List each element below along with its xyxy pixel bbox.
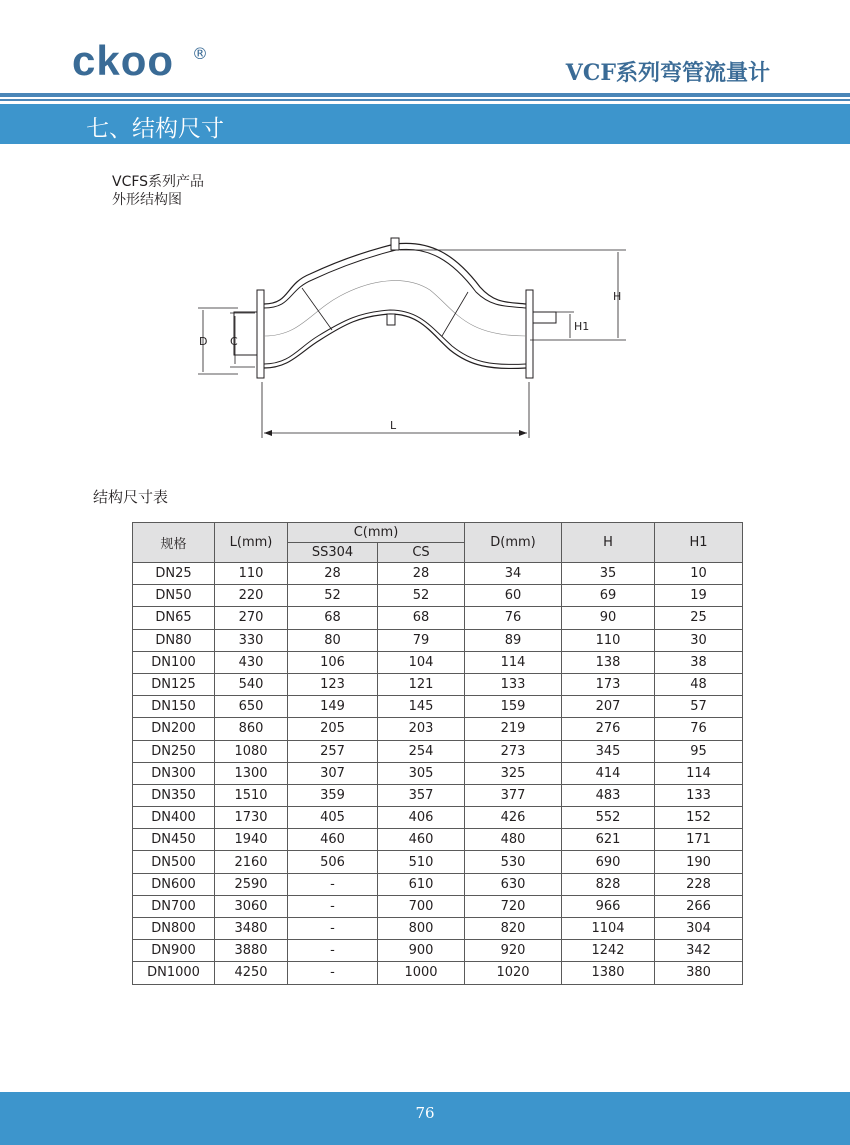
section-line-left [302,288,332,330]
cell-l: 1080 [215,740,288,762]
cell-d: 114 [465,651,562,673]
header-rule-thin [0,99,850,101]
table-row [133,895,743,917]
pipe-inner-upper [264,249,526,308]
cell-c-ss304: 359 [288,784,378,806]
cell-h: 207 [562,696,655,718]
cell-h1: 380 [655,962,743,984]
dim-d-label: D [199,335,208,348]
cell-c-ss304: - [288,895,378,917]
cell-c-ss304: 405 [288,807,378,829]
cell-c-cs: 121 [378,673,465,695]
cell-d: 273 [465,740,562,762]
cell-l: 270 [215,607,288,629]
cell-l: 220 [215,585,288,607]
cell-h: 69 [562,585,655,607]
cell-h: 173 [562,673,655,695]
cell-d: 377 [465,784,562,806]
diagram-caption-line1: VCFS系列产品 [112,174,205,190]
cell-h1: 228 [655,873,743,895]
cell-d: 89 [465,629,562,651]
cell-h: 90 [562,607,655,629]
header-d: D(mm) [465,523,562,563]
cell-l: 2590 [215,873,288,895]
cell-l: 1300 [215,762,288,784]
cell-c-ss304: - [288,873,378,895]
cell-h1: 38 [655,651,743,673]
cell-h1: 57 [655,696,743,718]
cell-spec: DN80 [133,629,215,651]
cell-d: 920 [465,940,562,962]
cell-spec: DN600 [133,873,215,895]
cell-l: 2160 [215,851,288,873]
cell-c-cs: 305 [378,762,465,784]
cell-h: 1242 [562,940,655,962]
cell-h1: 76 [655,718,743,740]
cell-spec: DN500 [133,851,215,873]
cell-spec: DN65 [133,607,215,629]
cell-l: 3060 [215,895,288,917]
cell-c-ss304: - [288,962,378,984]
cell-l: 1510 [215,784,288,806]
cell-spec: DN1000 [133,962,215,984]
cell-d: 60 [465,585,562,607]
cell-spec: DN300 [133,762,215,784]
section-line-right [442,292,468,336]
cell-d: 630 [465,873,562,895]
cell-d: 820 [465,918,562,940]
cell-d: 219 [465,718,562,740]
page-number: 76 [415,1104,435,1122]
table-row [133,940,743,962]
cell-d: 480 [465,829,562,851]
cell-h: 966 [562,895,655,917]
cell-c-cs: 79 [378,629,465,651]
cell-l: 860 [215,718,288,740]
cell-l: 650 [215,696,288,718]
cell-c-ss304: 205 [288,718,378,740]
cell-c-ss304: 52 [288,585,378,607]
cell-d: 1020 [465,962,562,984]
cell-c-cs: 254 [378,740,465,762]
cell-h: 35 [562,563,655,585]
header-l: L(mm) [215,523,288,563]
cell-c-cs: 460 [378,829,465,851]
cell-h1: 95 [655,740,743,762]
table-row [133,962,743,984]
cell-c-cs: 203 [378,718,465,740]
cell-h1: 48 [655,673,743,695]
header-h1: H1 [655,523,743,563]
cell-c-cs: 28 [378,563,465,585]
cell-c-ss304: 307 [288,762,378,784]
pipe-centerline [264,281,526,336]
cell-spec: DN100 [133,651,215,673]
section-title: 七、结构尺寸 [86,116,224,142]
cell-c-ss304: - [288,940,378,962]
cell-h: 621 [562,829,655,851]
left-flange [257,290,264,378]
cell-d: 34 [465,563,562,585]
table-caption: 结构尺寸表 [93,488,169,506]
cell-c-ss304: 80 [288,629,378,651]
pipe-outer-upper [264,243,526,304]
cell-c-ss304: 257 [288,740,378,762]
cell-d: 720 [465,895,562,917]
document-title: VCF系列弯管流量计 [565,60,770,86]
table-row [133,829,743,851]
cell-l: 1940 [215,829,288,851]
cell-c-ss304: 506 [288,851,378,873]
cell-h1: 114 [655,762,743,784]
cell-l: 1730 [215,807,288,829]
right-stub [533,312,556,323]
cell-c-cs: 104 [378,651,465,673]
header-spec: 规格 [133,523,215,563]
cell-spec: DN150 [133,696,215,718]
dimension-table [132,522,743,985]
pressure-tap-bottom [387,314,395,325]
header-rule-thick [0,93,850,97]
cell-c-cs: 52 [378,585,465,607]
registered-mark: ® [192,44,208,63]
dim-h-label: H [613,290,622,303]
cell-l: 4250 [215,962,288,984]
cell-d: 159 [465,696,562,718]
cell-l: 430 [215,651,288,673]
cell-h1: 152 [655,807,743,829]
header-c-cs: CS [378,543,465,563]
cell-h: 828 [562,873,655,895]
cell-h1: 10 [655,563,743,585]
cell-l: 3480 [215,918,288,940]
cell-d: 325 [465,762,562,784]
cell-l: 540 [215,673,288,695]
cell-h1: 171 [655,829,743,851]
cell-c-ss304: 68 [288,607,378,629]
cell-c-ss304: 123 [288,673,378,695]
dim-c-label: C [230,335,238,348]
cell-spec: DN400 [133,807,215,829]
cell-spec: DN800 [133,918,215,940]
cell-c-cs: 145 [378,696,465,718]
right-flange [526,290,533,378]
cell-h: 414 [562,762,655,784]
header-c: C(mm) [288,523,465,543]
pipe-structure-diagram [190,232,640,447]
dim-h1-label: H1 [574,320,590,333]
cell-c-ss304: 28 [288,563,378,585]
cell-c-ss304: - [288,918,378,940]
table-row [133,851,743,873]
cell-c-cs: 800 [378,918,465,940]
cell-h: 483 [562,784,655,806]
cell-h1: 304 [655,918,743,940]
cell-c-cs: 357 [378,784,465,806]
cell-c-cs: 510 [378,851,465,873]
cell-spec: DN25 [133,563,215,585]
cell-spec: DN350 [133,784,215,806]
table-body [133,563,743,985]
table-row [133,762,743,784]
cell-d: 133 [465,673,562,695]
table-row [133,696,743,718]
cell-h1: 190 [655,851,743,873]
table-row [133,740,743,762]
cell-h: 552 [562,807,655,829]
cell-h: 1104 [562,918,655,940]
cell-c-cs: 900 [378,940,465,962]
cell-c-cs: 68 [378,607,465,629]
cell-h1: 25 [655,607,743,629]
cell-c-cs: 406 [378,807,465,829]
table-row [133,807,743,829]
cell-spec: DN250 [133,740,215,762]
table-row [133,873,743,895]
diagram-caption-line2: 外形结构图 [112,192,182,208]
table-row [133,607,743,629]
cell-spec: DN450 [133,829,215,851]
cell-h1: 266 [655,895,743,917]
cell-d: 426 [465,807,562,829]
cell-spec: DN125 [133,673,215,695]
brand-logo: ckoo [72,37,175,84]
cell-c-ss304: 106 [288,651,378,673]
table-row [133,585,743,607]
cell-spec: DN200 [133,718,215,740]
cell-h: 110 [562,629,655,651]
table-row [133,784,743,806]
cell-spec: DN900 [133,940,215,962]
cell-c-ss304: 149 [288,696,378,718]
cell-d: 76 [465,607,562,629]
cell-h1: 19 [655,585,743,607]
cell-h: 345 [562,740,655,762]
dim-l-label: L [390,419,397,432]
table-row [133,563,743,585]
cell-d: 530 [465,851,562,873]
cell-l: 3880 [215,940,288,962]
cell-spec: DN50 [133,585,215,607]
pressure-tap-top [391,238,399,250]
cell-h1: 342 [655,940,743,962]
table-row [133,673,743,695]
left-stub [234,312,257,355]
table-row [133,918,743,940]
header-h: H [562,523,655,563]
cell-c-ss304: 460 [288,829,378,851]
cell-h: 276 [562,718,655,740]
cell-l: 110 [215,563,288,585]
cell-c-cs: 700 [378,895,465,917]
cell-spec: DN700 [133,895,215,917]
cell-c-cs: 610 [378,873,465,895]
header-c-ss304: SS304 [288,543,378,563]
cell-c-cs: 1000 [378,962,465,984]
table-row [133,718,743,740]
cell-h: 138 [562,651,655,673]
cell-h1: 133 [655,784,743,806]
table-row [133,651,743,673]
cell-l: 330 [215,629,288,651]
cell-h1: 30 [655,629,743,651]
cell-h: 1380 [562,962,655,984]
table-row [133,629,743,651]
cell-h: 690 [562,851,655,873]
